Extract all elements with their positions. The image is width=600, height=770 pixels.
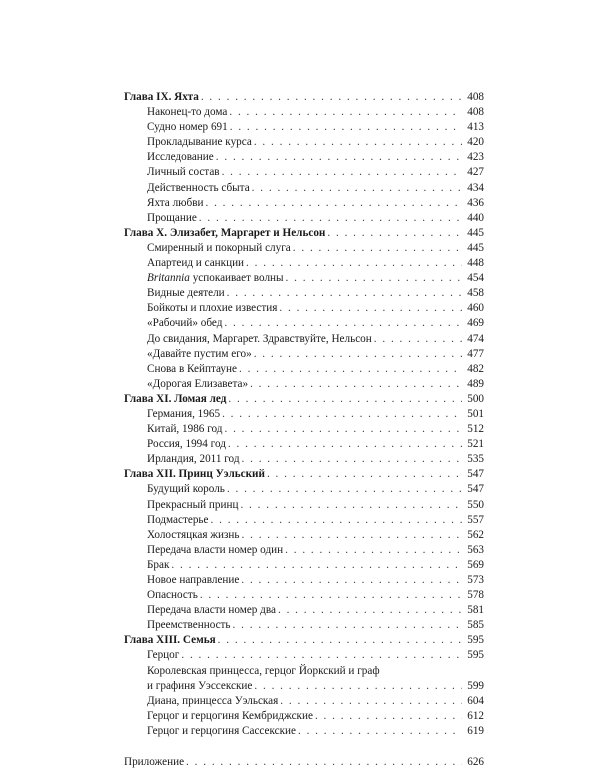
toc-section-row-wrapped-line1 bbox=[124, 664, 484, 679]
toc-leader-dots bbox=[218, 633, 462, 648]
toc-section-title: До свидания, Маргарет. Здравствуйте, Нельсон bbox=[147, 332, 372, 345]
toc-section-title: Преемственность bbox=[147, 619, 231, 632]
toc-section-title: Россия, 1994 год bbox=[147, 438, 226, 451]
toc-page-number: 535 bbox=[467, 453, 484, 466]
toc-section-row bbox=[124, 181, 484, 196]
toc-leader-dots bbox=[286, 271, 462, 286]
toc-leader-dots bbox=[229, 105, 462, 120]
toc-page-number: 595 bbox=[467, 634, 484, 647]
toc-section-title: Новое направление bbox=[147, 574, 240, 586]
toc-leader-dots bbox=[227, 482, 462, 497]
toc-leader-dots bbox=[252, 181, 462, 196]
toc-leader-dots bbox=[242, 528, 462, 543]
toc-section-title: Опасность bbox=[147, 589, 198, 602]
toc-leader-dots bbox=[285, 543, 462, 558]
toc-section-title: Яхта любви bbox=[147, 196, 204, 209]
toc-page-number: 626 bbox=[467, 755, 484, 768]
toc-leader-dots bbox=[228, 437, 462, 452]
toc-section-title: Смиренный и покорный слуга bbox=[147, 241, 291, 254]
toc-section-row bbox=[124, 301, 484, 316]
toc-section-title: Исследование bbox=[147, 151, 214, 164]
toc-section-title: «Давайте пустим его» bbox=[147, 347, 252, 360]
toc-page-number: 512 bbox=[467, 423, 484, 436]
toc-section-row bbox=[124, 648, 484, 663]
toc-page-number: 482 bbox=[467, 362, 484, 375]
toc-section-row bbox=[124, 165, 484, 180]
toc-page-number: 581 bbox=[467, 604, 484, 617]
toc-page-number: 578 bbox=[467, 589, 484, 602]
toc-section-title: Видные деятели bbox=[147, 287, 225, 300]
toc-leader-dots bbox=[254, 347, 462, 362]
toc-section-title: Бойкоты и плохие известия bbox=[147, 302, 278, 315]
toc-appendix-title: Приложение bbox=[124, 755, 185, 768]
toc-section-row bbox=[124, 452, 484, 467]
toc-section-row bbox=[124, 528, 484, 543]
toc-section-title: Будущий король bbox=[147, 483, 225, 496]
toc-leader-dots bbox=[254, 679, 462, 694]
toc-section-row bbox=[124, 407, 484, 422]
toc-chapter-row bbox=[124, 633, 484, 648]
toc-section-row bbox=[124, 588, 484, 603]
toc-page-number: 474 bbox=[467, 332, 484, 345]
toc-leader-dots bbox=[201, 90, 462, 105]
toc-leader-dots bbox=[246, 256, 462, 271]
toc-page-number: 448 bbox=[467, 257, 484, 270]
toc-section-title: Прощание bbox=[147, 211, 197, 224]
toc-section-row bbox=[124, 482, 484, 497]
toc-leader-dots bbox=[254, 135, 462, 150]
toc-section-title: Холостяцкая жизнь bbox=[147, 528, 240, 541]
toc-chapter-title: Глава XI. Ломая лед bbox=[124, 392, 227, 405]
toc-leader-dots bbox=[239, 362, 462, 377]
toc-page-number: 604 bbox=[467, 694, 484, 707]
toc-section-title-rest: успокаивает волны bbox=[189, 272, 284, 285]
toc-section-title: «Дорогая Елизавета» bbox=[147, 377, 249, 390]
toc-leader-dots bbox=[200, 588, 462, 603]
toc-page-number: 501 bbox=[467, 407, 484, 420]
toc-leader-dots bbox=[250, 377, 462, 392]
toc-section-title: Наконец-то дома bbox=[147, 106, 228, 119]
toc-leader-dots bbox=[240, 498, 462, 513]
toc-page-number: 599 bbox=[467, 679, 484, 692]
toc-leader-dots bbox=[242, 452, 462, 467]
toc-chapter-title: Глава IX. Яхта bbox=[124, 91, 199, 103]
toc-section-row bbox=[124, 498, 484, 513]
toc-section-row bbox=[124, 211, 484, 226]
toc-section-row bbox=[124, 422, 484, 437]
toc-section-title: Апартеид и санкции bbox=[147, 257, 245, 270]
toc-section-row bbox=[124, 332, 484, 347]
toc-section-title: Герцог и герцогиня Сассекские bbox=[147, 724, 296, 737]
toc-section-row bbox=[124, 105, 484, 120]
toc-section-title: «Рабочий» обед bbox=[147, 317, 223, 330]
toc-chapter-title: Глава X. Элизабет, Маргарет и Нельсон bbox=[124, 226, 326, 239]
toc-section-row bbox=[124, 543, 484, 558]
toc-page-number: 445 bbox=[467, 241, 484, 254]
toc-page-number: 547 bbox=[467, 468, 484, 481]
toc-section-row bbox=[124, 603, 484, 618]
toc-page-number: 408 bbox=[467, 91, 484, 103]
toc-page-number: 458 bbox=[467, 287, 484, 300]
toc-page-number: 562 bbox=[467, 528, 484, 541]
toc-section-row bbox=[124, 286, 484, 301]
toc-leader-dots bbox=[279, 301, 462, 316]
toc-section-row bbox=[124, 558, 484, 573]
toc-leader-dots bbox=[216, 150, 462, 165]
toc-section-row bbox=[124, 694, 484, 709]
toc-section-row bbox=[124, 709, 484, 724]
toc-leader-dots bbox=[293, 241, 462, 256]
toc-section-title-italic: Britannia bbox=[147, 272, 190, 285]
toc-leader-dots bbox=[298, 724, 462, 739]
toc-section-title: Передача власти номер один bbox=[147, 543, 284, 556]
toc-section-title: Судно номер 691 bbox=[147, 121, 228, 134]
toc-section-row bbox=[124, 347, 484, 362]
toc-leader-dots bbox=[211, 513, 463, 528]
toc-leader-dots bbox=[233, 618, 462, 633]
toc-leader-dots bbox=[315, 709, 462, 724]
toc-page-number: 413 bbox=[467, 121, 484, 134]
toc-section-title: Подмастерье bbox=[147, 513, 209, 526]
toc-leader-dots bbox=[227, 286, 462, 301]
toc-page-number: 408 bbox=[467, 106, 484, 119]
toc-leader-dots bbox=[171, 558, 462, 573]
table-of-contents bbox=[124, 90, 484, 770]
toc-page-number: 460 bbox=[467, 302, 484, 315]
toc-page-number: 573 bbox=[467, 574, 484, 586]
toc-leader-dots bbox=[199, 211, 462, 226]
toc-section-title: Брак bbox=[147, 558, 170, 571]
toc-page-number: 477 bbox=[467, 347, 484, 360]
toc-section-row bbox=[124, 679, 484, 694]
toc-chapter-row bbox=[124, 467, 484, 482]
toc-page-number: 469 bbox=[467, 317, 484, 330]
toc-section-row bbox=[124, 135, 484, 150]
toc-page-number: 547 bbox=[467, 483, 484, 496]
toc-page-number: 563 bbox=[467, 543, 484, 556]
toc-page-number: 445 bbox=[467, 226, 484, 239]
toc-page-number: 557 bbox=[467, 513, 484, 526]
toc-section-row bbox=[124, 724, 484, 739]
toc-section-row bbox=[124, 513, 484, 528]
toc-section-title-line1: Королевская принцесса, герцог Йоркский и граф bbox=[147, 664, 380, 677]
toc-section-title bbox=[147, 271, 284, 286]
toc-section-row bbox=[124, 573, 484, 588]
toc-section-title: Герцог и герцогиня Кембриджские bbox=[147, 709, 313, 722]
toc-chapter-title: Глава XII. Принц Уэльский bbox=[124, 468, 265, 481]
toc-page-number: 585 bbox=[467, 619, 484, 632]
toc-page-number: 436 bbox=[467, 196, 484, 209]
toc-leader-dots bbox=[241, 573, 462, 588]
toc-section-row bbox=[124, 271, 484, 286]
toc-leader-dots bbox=[224, 316, 462, 331]
toc-leader-dots bbox=[374, 332, 462, 347]
toc-section-row bbox=[124, 437, 484, 452]
toc-section-title: Германия, 1965 bbox=[147, 407, 221, 420]
toc-leader-dots bbox=[267, 467, 462, 482]
toc-section-title: Передача власти номер два bbox=[147, 604, 276, 617]
toc-leader-dots bbox=[224, 422, 462, 437]
toc-page-number: 612 bbox=[467, 709, 484, 722]
toc-page-number: 489 bbox=[467, 377, 484, 390]
toc-section-title: Герцог bbox=[147, 649, 180, 662]
toc-leader-dots bbox=[278, 603, 462, 618]
toc-section-row bbox=[124, 150, 484, 165]
toc-page-number: 595 bbox=[467, 649, 484, 662]
toc-section-row bbox=[124, 377, 484, 392]
toc-section-row bbox=[124, 196, 484, 211]
toc-section-row bbox=[124, 618, 484, 633]
toc-section-row bbox=[124, 241, 484, 256]
toc-leader-dots bbox=[228, 392, 462, 407]
toc-section-row bbox=[124, 362, 484, 377]
toc-chapter-row bbox=[124, 90, 484, 105]
toc-section-title: Ирландия, 2011 год bbox=[147, 453, 240, 466]
toc-section-title: Прекрасный принц bbox=[147, 498, 239, 511]
toc-page-number: 434 bbox=[467, 181, 484, 194]
toc-section-row bbox=[124, 120, 484, 135]
toc-page-number: 427 bbox=[467, 166, 484, 179]
toc-leader-dots bbox=[205, 196, 462, 211]
toc-page-number: 521 bbox=[467, 438, 484, 451]
toc-chapter-title: Глава XIII. Семья bbox=[124, 634, 216, 647]
toc-page-number: 440 bbox=[467, 211, 484, 224]
toc-section-title: Снова в Кейптауне bbox=[147, 362, 237, 375]
toc-appendix-row bbox=[124, 755, 484, 770]
toc-page-number: 550 bbox=[467, 498, 484, 511]
toc-section-row bbox=[124, 256, 484, 271]
toc-leader-dots bbox=[181, 648, 462, 663]
toc-page-number: 569 bbox=[467, 558, 484, 571]
toc-section-title: Китай, 1986 год bbox=[147, 423, 223, 436]
toc-chapter-row bbox=[124, 226, 484, 241]
toc-chapter-row bbox=[124, 392, 484, 407]
toc-page-number: 619 bbox=[467, 724, 484, 737]
toc-leader-dots bbox=[327, 226, 462, 241]
toc-leader-dots bbox=[230, 120, 462, 135]
toc-section-title: Личный состав bbox=[147, 166, 220, 179]
toc-page-number: 500 bbox=[467, 392, 484, 405]
toc-page-number: 423 bbox=[467, 151, 484, 164]
toc-leader-dots bbox=[222, 165, 462, 180]
toc-page-number: 454 bbox=[467, 272, 484, 285]
toc-page-number: 420 bbox=[467, 136, 484, 149]
toc-section-title: Действенность сбыта bbox=[147, 181, 250, 194]
toc-section-title-line2: и графиня Уэссекские bbox=[147, 679, 253, 692]
toc-section-row bbox=[124, 316, 484, 331]
toc-section-title: Прокладывание курса bbox=[147, 136, 252, 149]
toc-leader-dots bbox=[186, 755, 462, 770]
toc-leader-dots bbox=[280, 694, 462, 709]
toc-section-title: Диана, принцесса Уэльская bbox=[147, 694, 279, 707]
toc-leader-dots bbox=[222, 407, 462, 422]
